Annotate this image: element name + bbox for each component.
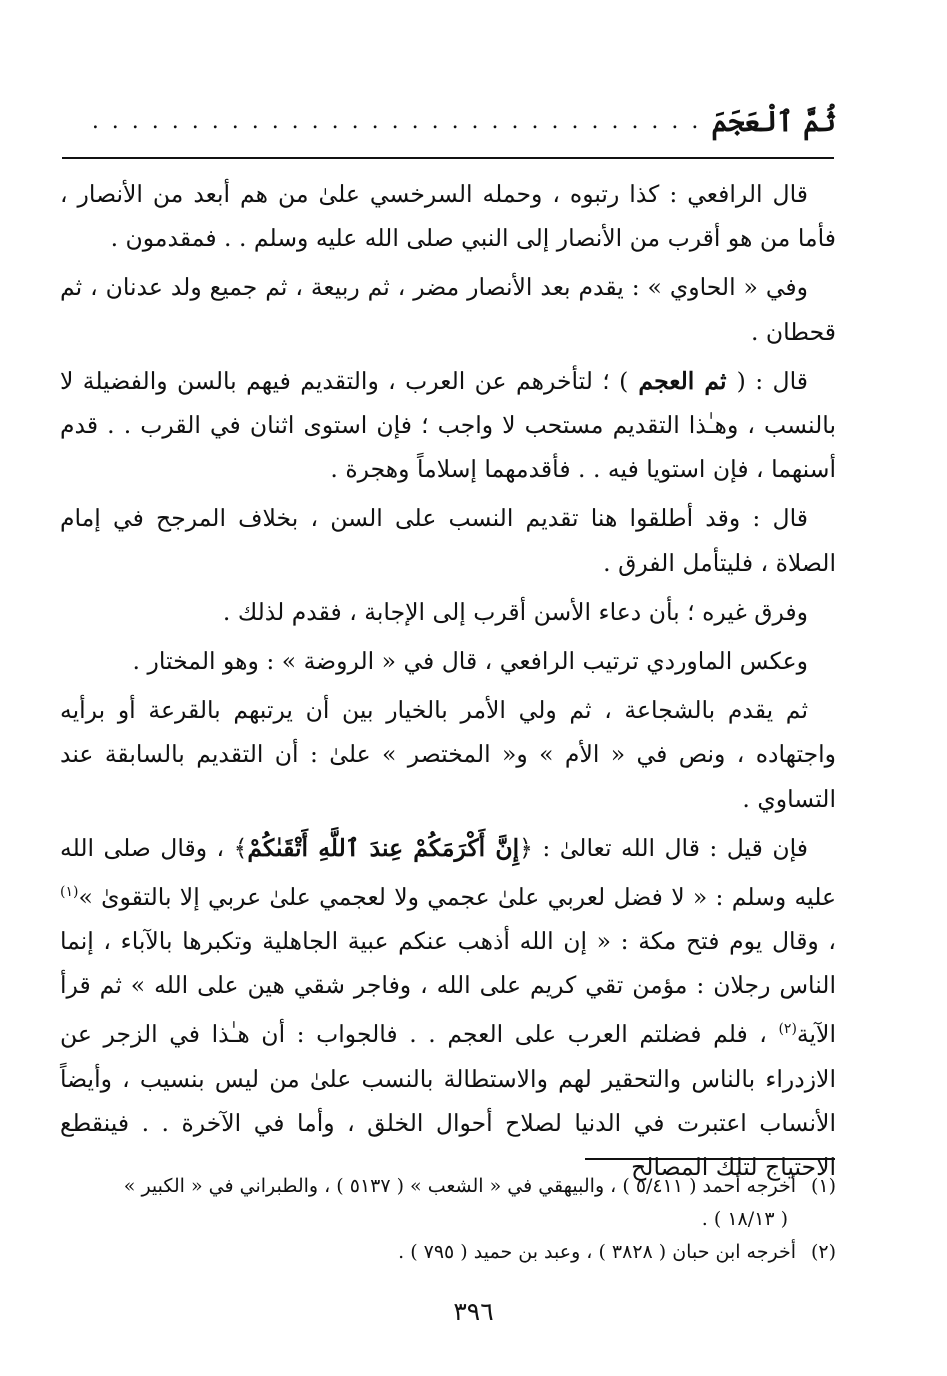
paragraph-3-rest: ) ؛ لتأخرهم عن العرب ، والتقديم فيهم بالسن والفضيلة لا بالنسب ، وهـٰذا التقديم مستحب لا واجب ؛ فإن استوى اثنان في القرب . . قدم أسنهما ، فإن استويا فيه . . فأقدمهما إسلاماً وهجرة . xyxy=(60,366,836,484)
paragraph-1: قال الرافعي : كذا رتبوه ، وحمله السرخسي علىٰ من هم أبعد من الأنصار ، فأما من هو أقرب من الأنصار إلى النبي صلى الله عليه وسلم . . فمقدمون . xyxy=(60,180,836,253)
footnote-divider xyxy=(585,1158,835,1160)
footnote-number: (١) xyxy=(810,1175,836,1197)
paragraph-2: وفي « الحاوي » : يقدم بعد الأنصار مضر ، ثم ربيعة ، ثم جميع ولد عدنان ، ثم قحطان . xyxy=(60,273,836,346)
footnote-1 xyxy=(60,1170,836,1203)
matn-quote: ثم العجم xyxy=(628,366,737,395)
footnote-text: أخرجه أحمد ( ٥/٤١١ ) ، والبيهقي في « الشعب » ( ٥١٣٧ ) ، والطبراني في « الكبير » xyxy=(123,1175,796,1197)
paragraph-8-mid2: ، وقال يوم فتح مكة : « إن الله أذهب عنكم عبية الجاهلية وتكبرها بالآباء ، إنما الناس رجلان : مؤمن تقي كريم على الله ، وفاجر شقي هين على الله » ثم قرأ الآية xyxy=(60,927,836,1049)
paragraph-3 xyxy=(60,359,836,492)
footnote-text: أخرجه ابن حبان ( ٣٨٢٨ ) ، وعبد بن حميد ( ٧٩٥ ) . xyxy=(398,1241,796,1263)
paragraph-8-lead: فإن قيل : قال الله تعالىٰ : ﴿ xyxy=(519,833,808,862)
running-header xyxy=(58,96,836,146)
paragraph-7: ثم يقدم بالشجاعة ، ثم ولي الأمر بالخيار بين أن يرتبهم بالقرعة أو برأيه واجتهاده ، ونص في « الأم » و« المختصر » علىٰ : أن التقديم بالسابقة عند التساوي . xyxy=(60,696,836,813)
header-leader-dots: . . . . . . . . . . . . . . . . . . . . . . . . . . . . . . . xyxy=(91,108,702,134)
header-divider xyxy=(62,157,834,159)
paragraph-6: وعكس الماوردي ترتيب الرافعي ، قال في « الروضة » : وهو المختار . xyxy=(132,647,808,676)
paragraph-3-lead: قال : ( xyxy=(736,366,808,395)
footnote-ref-1[interactable]: (١) xyxy=(60,884,79,901)
header-title: ثُمَّ ٱلْعَجَمَ xyxy=(711,104,836,138)
footnotes xyxy=(60,1170,836,1269)
footnote-1-continuation: ( ١٨/١٣ ) . xyxy=(701,1208,788,1230)
main-text xyxy=(60,172,836,1194)
paragraph-8 xyxy=(60,826,836,1189)
paragraph-4: قال : وقد أطلقوا هنا تقديم النسب على السن ، بخلاف المرجح في إمام الصلاة ، فليتأمل الفرق . xyxy=(60,504,836,577)
paragraph-8-mid1: ﴾ ، وقال صلى الله عليه وسلم : « لا فضل لعربي علىٰ عجمي ولا لعجمي علىٰ عربي إلا بالتقوىٰ » xyxy=(60,833,836,911)
paragraph-8-rest: ، فلم فضلتم العرب على العجم . . فالجواب : أن هـٰذا في الزجر عن الازدراء بالناس والتحقير لهم والاستطالة بالنسب علىٰ من ليس بنسيب ، وأيضاً الأنساب اعتبرت في الدنيا لصلاح أحوال الخلق ، وأما في الآخرة . . فينقطع الاحتياج لتلك المصالح xyxy=(60,1020,836,1181)
quran-verse: إِنَّ أَكْرَمَكُمْ عِندَ ٱللَّهِ أَتْقَىٰكُمْ xyxy=(247,833,520,862)
footnote-2 xyxy=(60,1236,836,1269)
paragraph-5: وفرق غيره ؛ بأن دعاء الأسن أقرب إلى الإجابة ، فقدم لذلك . xyxy=(222,597,808,626)
footnote-ref-2[interactable]: (٢) xyxy=(778,1021,797,1038)
footnote-number: (٢) xyxy=(810,1241,836,1263)
page-number: ٣٩٦ xyxy=(453,1297,494,1326)
